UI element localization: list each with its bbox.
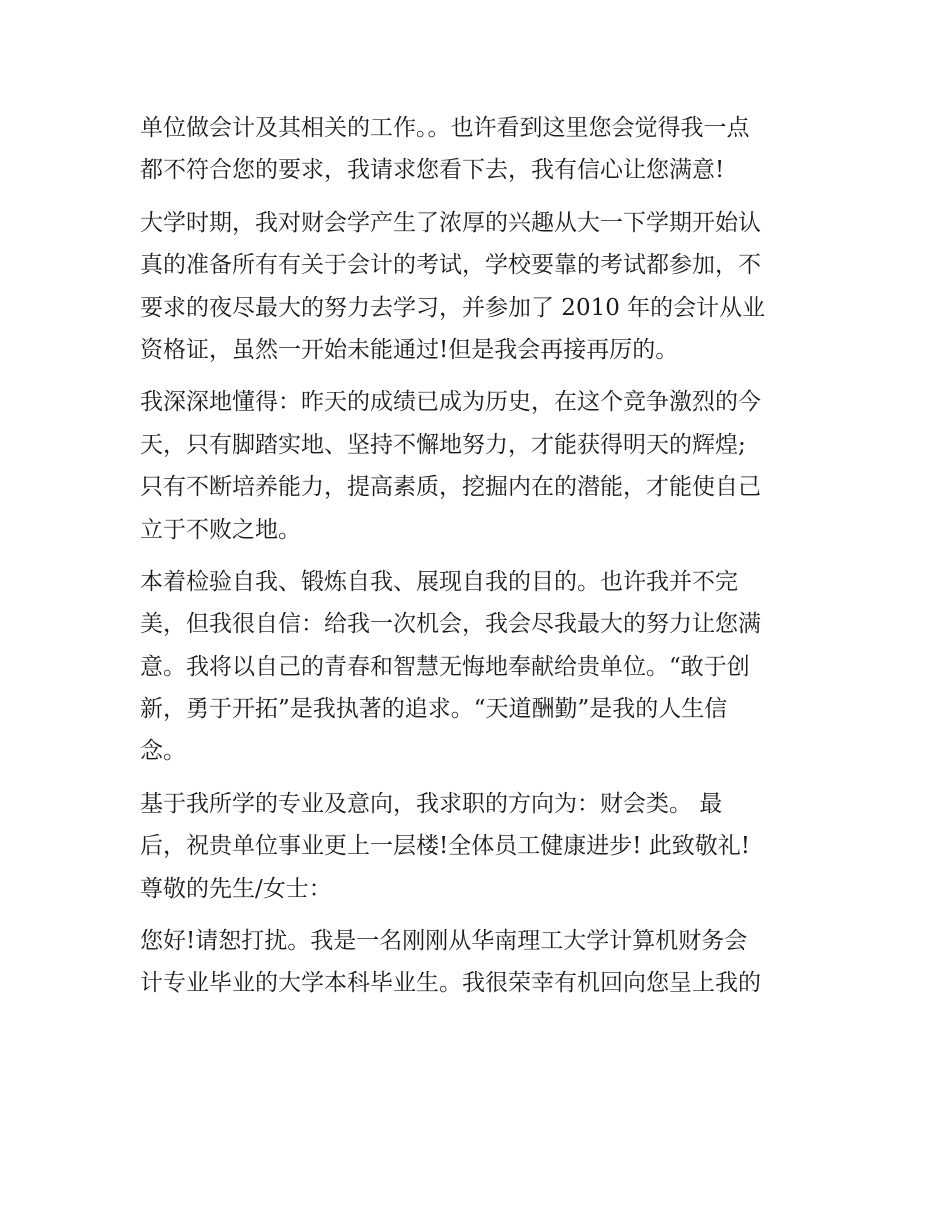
text-line: 新，勇于开拓”是我执著的追求。“天道酬勤”是我的人生信: [140, 696, 728, 723]
text-line: 美，但我很自信：给我一次机会，我会尽我最大的努力让您满: [140, 611, 761, 638]
text-line: 真的准备所有有关于会计的考试，学校要靠的考试都参加，不: [140, 252, 761, 279]
text-line: 天，只有脚踏实地、坚持不懈地努力，才能获得明天的辉煌;: [140, 431, 746, 458]
text-line: 都不符合您的要求，我请求您看下去，我有信心让您满意!: [140, 157, 725, 184]
paragraph: [140, 381, 830, 551]
paragraph: [140, 868, 830, 910]
text-line: 立于不败之地。: [140, 516, 301, 543]
text-line: 我深深地懂得：昨天的成绩已成为历史，在这个竞争激烈的今: [140, 389, 761, 416]
salutation-line: 尊敬的先生/女士：: [140, 875, 332, 902]
text-line: 后，祝贵单位事业更上一层楼!全体员工健康进步! 此致敬礼!: [140, 833, 751, 860]
paragraph: [140, 202, 830, 372]
text-line: 大学时期，我对财会学产生了浓厚的兴趣从大一下学期开始认: [140, 209, 761, 236]
paragraph: [140, 561, 830, 773]
text-line: 您好!请恕打扰。我是一名刚刚从华南理工大学计算机财务会: [140, 928, 748, 955]
paragraph: [140, 107, 830, 192]
text-line: 意。我将以自己的青春和智慧无悔地奉献给贵单位。“敢于创: [140, 653, 750, 680]
document-body: [140, 107, 830, 1005]
paragraph: [140, 783, 830, 868]
text-line: 资格证，虽然一开始未能通过!但是我会再接再厉的。: [140, 336, 679, 363]
paragraph: [140, 920, 830, 1005]
text-line: 本着检验自我、锻炼自我、展现自我的目的。也许我并不完: [140, 568, 738, 595]
text-line: 基于我所学的专业及意向，我求职的方向为：财会类。 最: [140, 790, 723, 817]
text-line: 念。: [140, 738, 186, 765]
text-line: 要求的夜尽最大的努力去学习，并参加了 2010 年的会计从业: [140, 294, 766, 321]
text-line: 计专业毕业的大学本科毕业生。我很荣幸有机回向您呈上我的: [140, 970, 761, 997]
text-line: 单位做会计及其相关的工作。。也许看到这里您会觉得我一点: [140, 115, 750, 141]
text-line: 只有不断培养能力，提高素质，挖掘内在的潜能，才能使自己: [140, 474, 761, 501]
